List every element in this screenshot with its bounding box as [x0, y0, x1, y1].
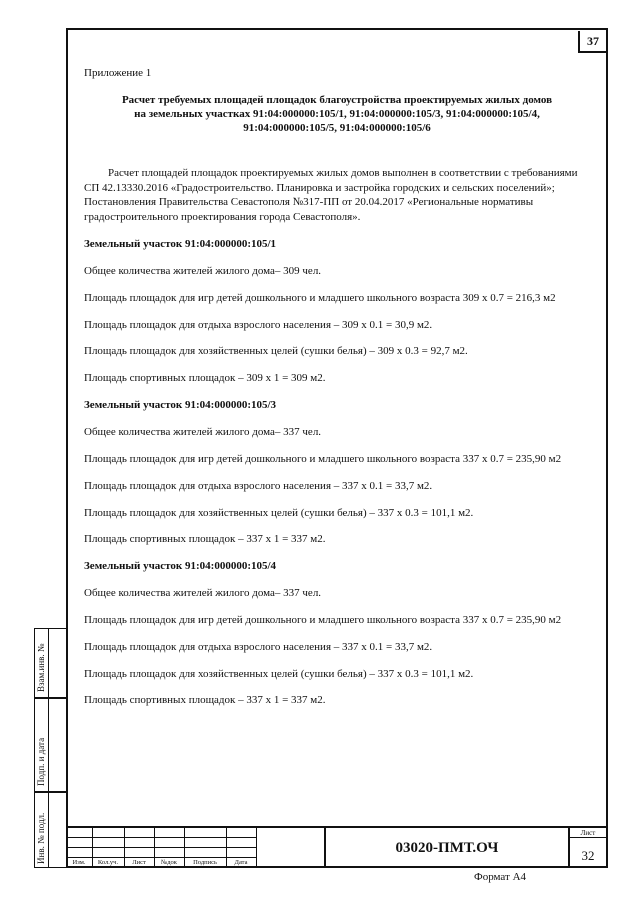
section-title: Земельный участок 91:04:000000:105/1 [84, 238, 277, 251]
sheet-number: 32 [581, 848, 595, 863]
side-label-signature-date: Подп. и дата [36, 737, 46, 786]
stamp-col-label: Лист [132, 859, 146, 866]
revision-grid [66, 828, 256, 868]
residents-line: Общее количества жителей жилого дома– 337 чел. [84, 587, 322, 600]
grid-row [66, 847, 256, 848]
section-105-3 [84, 398, 590, 547]
sports-area-line: Площадь спортивных площадок – 337 х 1 = 337 м2. [84, 533, 326, 546]
title-line: Расчет требуемых площадей площадок благоустройства проектируемых жилых домов [121, 93, 553, 106]
residents-line: Общее количества жителей жилого дома– 309 чел. [84, 264, 322, 277]
side-label-inv-original: Инв. № подл. [36, 812, 46, 864]
sheet-label: Лист [570, 829, 606, 838]
grid-col [256, 828, 257, 868]
section-105-4 [84, 559, 590, 708]
page-number-box: 37 [578, 31, 606, 53]
stamp-col-label: Дата [234, 859, 248, 866]
title-line: на земельных участках 91:04:000000:105/1, 91:04:000000:105/3, 91:04:000000:105/4, [134, 108, 540, 121]
children-area-line: Площадь площадок для игр детей дошкольного и младшего школьного возраста 337 х 0.7 = 235,90 м2 [84, 613, 562, 626]
intro-paragraph: Расчет площадей площадок проектируемых жилых домов выполнен в соответствии с требованиями СП 42.13330.2016 «Градостроительство. Планировка и застройка городских и сельских поселений»; Постановления Правительства Севастополя №317-ПП от 20.04.2017 «Региональные нормативы градостроительного проектирования города Севастополя». [84, 166, 578, 224]
grid-row [66, 837, 256, 838]
appendix-label: Приложение 1 [84, 67, 152, 79]
residents-line: Общее количества жителей жилого дома– 337 чел. [84, 426, 322, 439]
children-area-line: Площадь площадок для игр детей дошкольного и младшего школьного возраста 337 х 0.7 = 235,90 м2 [84, 452, 562, 465]
adults-area-line: Площадь площадок для отдыха взрослого населения – 337 х 0.1 = 33,7 м2. [84, 479, 433, 492]
grid-row [66, 857, 256, 858]
title-line: 91:04:000000:105/5, 91:04:000000:105/6 [243, 122, 431, 135]
format-label: Формат А4 [474, 871, 527, 883]
adults-area-line: Площадь площадок для отдыха взрослого населения – 309 х 0.1 = 30,9 м2. [84, 318, 433, 331]
sports-area-line: Площадь спортивных площадок – 337 х 1 = 337 м2. [84, 694, 326, 707]
side-label-replaced-inv: Взам.инв. № [36, 643, 46, 692]
household-area-line: Площадь площадок для хозяйственных целей (сушки белья) – 337 х 0.3 = 101,1 м2. [84, 506, 474, 519]
document-body [84, 58, 590, 708]
side-divider [48, 628, 49, 868]
stamp-col-label: Подпись [193, 859, 217, 866]
stamp-col-label: Изм. [72, 859, 86, 866]
title-block [66, 826, 608, 868]
section-title: Земельный участок 91:04:000000:105/3 [84, 399, 277, 412]
sheet-box [570, 828, 606, 868]
section-title: Земельный участок 91:04:000000:105/4 [84, 560, 277, 573]
household-area-line: Площадь площадок для хозяйственных целей (сушки белья) – 337 х 0.3 = 101,1 м2. [84, 667, 474, 680]
stamp-col-label: №док [161, 859, 177, 866]
document-title [84, 93, 590, 136]
stamp-col-label: Кол.уч. [97, 859, 119, 866]
sports-area-line: Площадь спортивных площадок – 309 х 1 = 309 м2. [84, 372, 326, 385]
section-105-1 [84, 237, 590, 386]
document-code: 03020-ПМТ.ОЧ [324, 828, 570, 868]
children-area-line: Площадь площадок для игр детей дошкольного и младшего школьного возраста 309 х 0.7 = 216,3 м2 [84, 291, 556, 304]
adults-area-line: Площадь площадок для отдыха взрослого населения – 337 х 0.1 = 33,7 м2. [84, 640, 433, 653]
household-area-line: Площадь площадок для хозяйственных целей (сушки белья) – 309 х 0.3 = 92,7 м2. [84, 345, 468, 358]
